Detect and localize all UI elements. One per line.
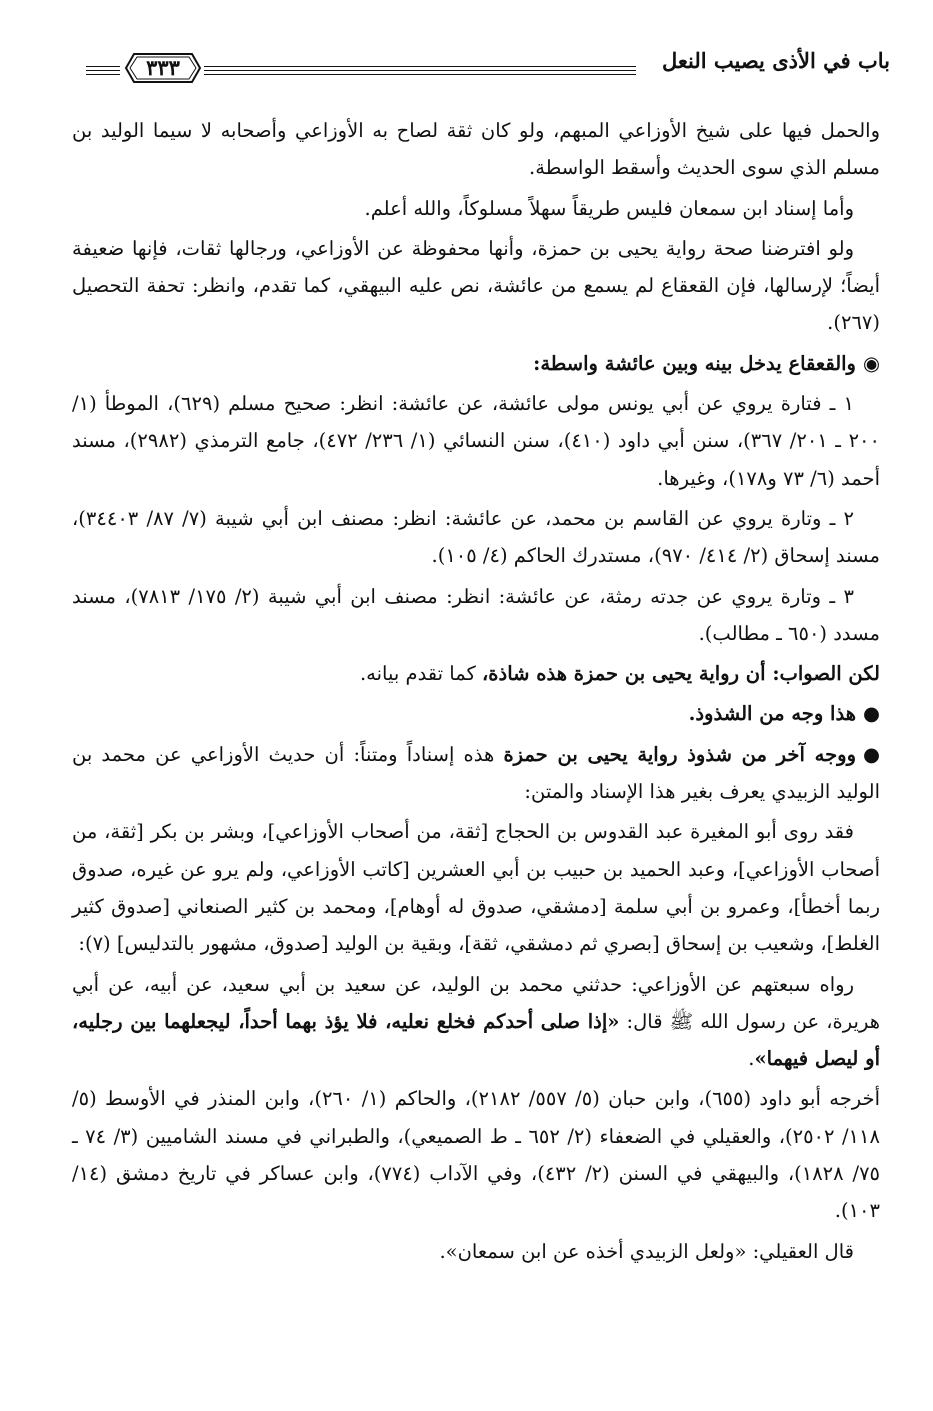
- page-header: [86, 44, 892, 90]
- page-number-ornament: [124, 50, 202, 86]
- bold-text: ووجه آخر من شذوذ رواية يحيى بن حمزة: [503, 742, 856, 766]
- paragraph-text: وأما إسناد ابن سمعان فليس طريقاً سهلاً مسلوكاً، والله أعلم.: [364, 196, 854, 220]
- paragraph: [72, 813, 880, 962]
- paragraph-text: أخرجه أبو داود (٦٥٥)، وابن حبان (٥/ ٥٥٧/ ٢١٨٢)، والحاكم (١/ ٢٦٠)، وابن المنذر في الأوسط (٥/ ١١٨/ ٢٥٠٢)، والعقيلي في الضعفاء (٢/ ٦٥٢ ـ ط الصميعي)، والطبراني في مسند الشاميين (٣/ ٧٤ ـ ٧٥/ ١٨٢٨)، والبيهقي في السنن (٢/ ٤٣٢)، وفي الآداب (٧٧٤)، وابن عساكر في تاريخ دمشق (١٤/ ١٠٣).: [72, 1087, 881, 1223]
- bullet-paragraph: [72, 736, 880, 811]
- bold-text: هذا وجه من الشذوذ.: [688, 702, 856, 726]
- paragraph-text: رواه سبعتهم عن الأوزاعي: حدثني محمد بن الوليد، عن سعيد بن أبي سعيد، عن أبيه، عن أبي هريرة، عن رسول الله ﷺ قال:: [72, 972, 880, 1033]
- ring-bullet-icon: ◉: [862, 351, 880, 375]
- paragraph: [72, 230, 880, 342]
- header-rule: [86, 70, 120, 71]
- conclusion-paragraph: [72, 655, 880, 692]
- header-rule: [204, 66, 636, 67]
- paragraph-text: كما تقدم بيانه.: [359, 662, 482, 686]
- numbered-item: [72, 385, 880, 497]
- paragraph-text: فقد روى أبو المغيرة عبد القدوس بن الحجاج [ثقة، من أصحاب الأوزاعي]، وبشر بن بكر [ثقة، من أصحاب الأوزاعي]، وعبد الحميد بن حبيب بن أبي العشرين [كاتب الأوزاعي، ولم يرو عن غيره، صدوق ربما أخطأ]، وعمرو بن أبي سلمة [دمشقي، صدوق له أوهام]، ومحمد بن كثير الصنعاني [صدوق كثير الغلط]، وشعيب بن إسحاق [بصري ثم دمشقي، ثقة]، وبقية بن الوليد [صدوق، مشهور بالتدليس] (٧):: [72, 820, 880, 956]
- paragraph-text: ٢ ـ وتارة يروي عن القاسم بن محمد، عن عائشة: انظر: مصنف ابن أبي شيبة (٧/ ٨٧/ ٣٤٤٠٣)، مسند إسحاق (٢/ ٤١٤/ ٩٧٠)، مستدرك الحاكم (٤/ ١٠٥).: [72, 506, 880, 568]
- paragraph: [72, 190, 880, 227]
- section-heading: [72, 345, 880, 382]
- hadith-paragraph: [72, 966, 880, 1078]
- paragraph-tail: .: [748, 1047, 755, 1071]
- bullet-paragraph: [72, 695, 880, 732]
- numbered-item: [72, 500, 880, 575]
- heading-text: والقعقاع يدخل بينه وبين عائشة واسطة:: [533, 351, 856, 375]
- paragraph-text: والحمل فيها على شيخ الأوزاعي المبهم، ولو كان ثقة لصاح به الأوزاعي وأصحابه لا سيما الوليد بن مسلم الذي سوى الحديث وأسقط الواسطة.: [72, 119, 880, 180]
- header-rule: [204, 74, 636, 75]
- bold-text: لكن الصواب: أن رواية يحيى بن حمزة هذه شاذة،: [482, 662, 880, 686]
- header-rule: [204, 70, 636, 71]
- paragraph: [72, 112, 880, 187]
- paragraph-text: ٣ ـ وتارة يروي عن جدته رمثة، عن عائشة: انظر: مصنف ابن أبي شيبة (٢/ ١٧٥/ ٧٨١٣)، مسند مسدد (٦٥٠ ـ مطالب).: [72, 584, 880, 645]
- paragraph-text: هذه إسناداً ومتناً: أن حديث الأوزاعي عن محمد بن الوليد الزبيدي يعرف بغير هذا الإسناد والمتن:: [72, 742, 880, 804]
- dot-bullet-icon: ●: [862, 742, 880, 766]
- paragraph-text: قال العقيلي: «ولعل الزبيدي أخذه عن ابن سمعان».: [439, 1239, 854, 1263]
- chapter-title: باب في الأذى يصيب النعل: [661, 48, 890, 73]
- header-rule: [86, 74, 120, 75]
- takhrij-paragraph: [72, 1080, 880, 1229]
- dot-bullet-icon: ●: [862, 702, 880, 726]
- quote-paragraph: [72, 1233, 880, 1270]
- page-body: [72, 112, 880, 1273]
- paragraph-text: ولو افترضنا صحة رواية يحيى بن حمزة، وأنها محفوظة عن الأوزاعي، ورجالها ثقات، فإنها ضعيفة أيضاً؛ لإرسالها، فإن القعقاع لم يسمع من عائشة، نص عليه البيهقي، كما تقدم، وانظر: تحفة التحصيل (٢٦٧).: [72, 236, 880, 335]
- hadith-text: «إذا صلى أحدكم فخلع نعليه، فلا يؤذ بهما أحداً، ليجعلهما بين رجليه، أو ليصل فيهما»: [72, 1009, 880, 1071]
- page-number: ٣٣٣: [146, 55, 180, 80]
- numbered-item: [72, 578, 880, 653]
- paragraph-text: ١ ـ فتارة يروي عن أبي يونس مولى عائشة، عن عائشة: انظر: صحيح مسلم (٦٢٩)، الموطأ (١/ ٢٠٠ ـ ٢٠١/ ٣٦٧)، سنن أبي داود (٤١٠)، سنن النسائي (١/ ٢٣٦/ ٤٧٢)، جامع الترمذي (٢٩٨٢)، مسند أحمد (٦/ ٧٣ و١٧٨)، وغيرها.: [72, 392, 880, 490]
- header-rule: [86, 66, 120, 67]
